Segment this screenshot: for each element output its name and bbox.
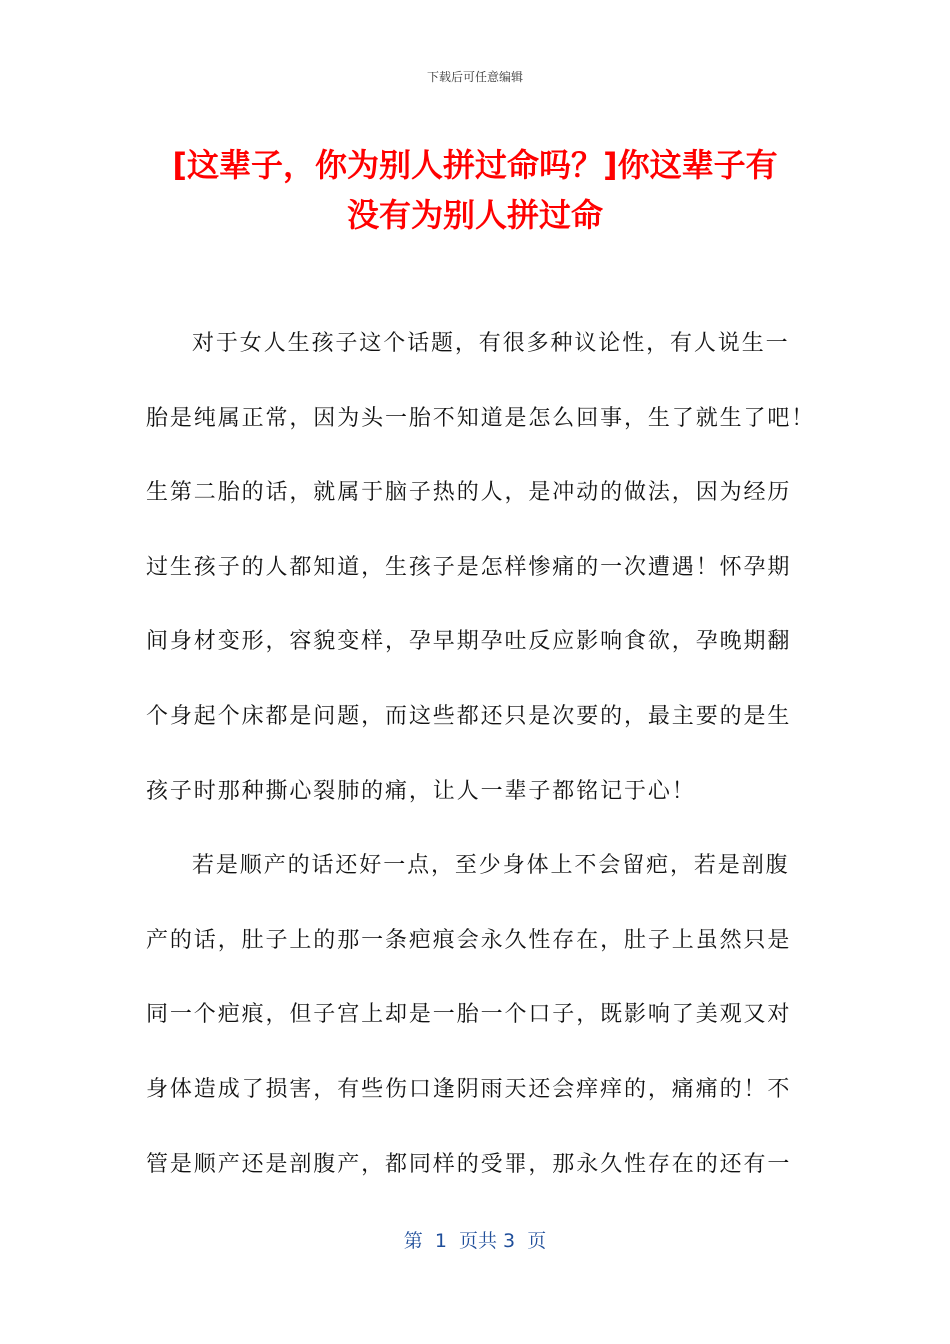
paragraph-line: 对于女人生孩子这个话题，有很多种议论性，有人说生一 <box>192 331 790 356</box>
paragraph-line: 过生孩子的人都知道，生孩子是怎样惨痛的一次遭遇！怀孕期 <box>146 554 792 580</box>
document-title <box>120 140 830 240</box>
paragraph-line: 孩子时那种撕心裂肺的痛，让人一辈子都铭记于心！ <box>146 778 696 804</box>
paragraph-line: 身体造成了损害，有些伤口逢阴雨天还会痒痒的，痛痛的！不 <box>146 1076 792 1102</box>
title-line-1: [这辈子，你为别人拼过命吗？]你这辈子有 <box>172 146 778 184</box>
paragraph-line: 若是顺产的话还好一点，至少身体上不会留疤，若是剖腹 <box>192 853 790 879</box>
title-line-2: 没有为别人拼过命 <box>346 196 603 234</box>
page-footer: 第 1 页共 3 页 <box>403 1230 547 1252</box>
paragraph-2 <box>146 841 806 1214</box>
paragraph-line: 同一个疤痕，但子宫上却是一胎一个口子，既影响了美观又对 <box>146 1002 792 1028</box>
header-note: 下载后可任意编辑 <box>426 70 523 84</box>
paragraph-line: 生第二胎的话，就属于脑子热的人，是冲动的做法，因为经历 <box>146 480 792 506</box>
paragraph-line: 产的话，肚子上的那一条疤痕会永久性存在，肚子上虽然只是 <box>146 927 792 953</box>
document-body <box>146 319 816 1214</box>
paragraph-line: 胎是纯属正常，因为头一胎不知道是怎么回事，生了就生了吧！ <box>146 405 816 431</box>
paragraph-line: 间身材变形，容貌变样，孕早期孕吐反应影响食欲，孕晚期翻 <box>146 629 792 655</box>
paragraph-line: 个身起个床都是问题，而这些都还只是次要的，最主要的是生 <box>146 703 792 729</box>
paragraph-1 <box>146 319 816 841</box>
paragraph-line: 管是顺产还是剖腹产，都同样的受罪，那永久性存在的还有一 <box>146 1151 792 1177</box>
